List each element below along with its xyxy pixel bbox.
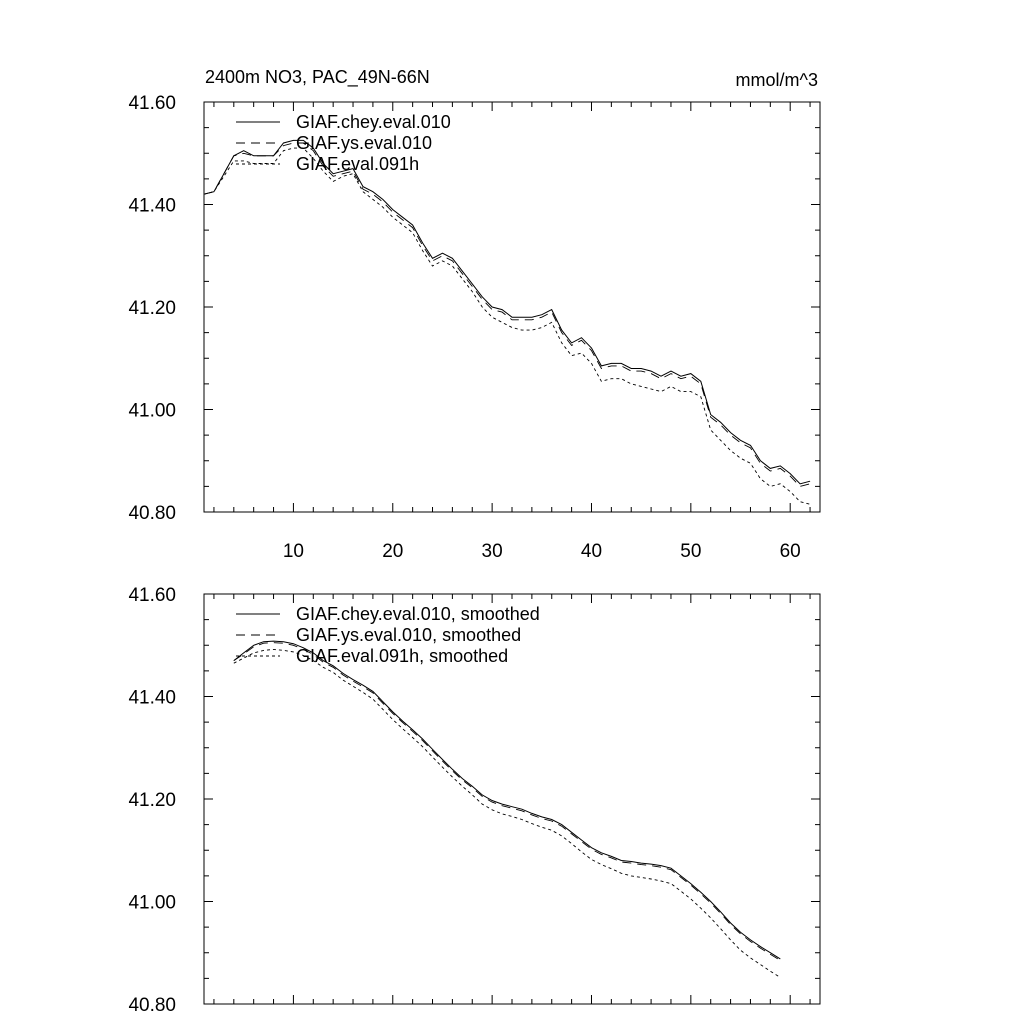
y-tick-label: 41.00	[128, 400, 176, 422]
x-tick-labels	[283, 541, 801, 562]
x-tick-label: 20	[382, 541, 404, 562]
y-tick-label: 41.60	[128, 585, 176, 606]
series-line	[234, 641, 781, 959]
legend-label: GIAF.ys.eval.010, smoothed	[296, 625, 522, 645]
x-tick-label: 50	[680, 541, 702, 562]
y-tick-label: 41.40	[128, 195, 176, 217]
y-tick-label: 41.40	[128, 687, 176, 709]
chart-title: 2400m NO3, PAC_49N-66N	[205, 67, 430, 87]
legend	[236, 112, 451, 174]
y-tick-label: 40.80	[128, 995, 176, 1016]
legend	[236, 604, 540, 666]
y-tick-labels	[128, 93, 176, 524]
chart-panel-bottom	[128, 585, 820, 1016]
legend-label: GIAF.chey.eval.010, smoothed	[296, 604, 540, 624]
series-line	[234, 643, 781, 961]
y-tick-label: 41.20	[128, 298, 176, 319]
series-line	[234, 649, 781, 977]
x-tick-label: 10	[282, 541, 304, 562]
y-tick-label: 41.20	[128, 790, 176, 811]
legend-label: GIAF.eval.091h, smoothed	[296, 646, 509, 666]
y-tick-label: 40.80	[128, 503, 176, 524]
legend-label: GIAF.chey.eval.010	[296, 112, 451, 132]
y-tick-labels	[128, 585, 176, 1016]
series-line	[204, 143, 810, 486]
units-label: mmol/m^3	[735, 70, 818, 90]
x-tick-label: 40	[580, 541, 603, 562]
x-tick-label: 60	[779, 541, 801, 562]
x-tick-label: 30	[481, 541, 503, 562]
series-line	[204, 148, 810, 504]
legend-label: GIAF.eval.091h	[296, 154, 420, 174]
chart-panel-top	[128, 67, 820, 562]
legend-label: GIAF.ys.eval.010	[296, 133, 433, 153]
series-lines	[204, 140, 810, 504]
series-lines	[234, 641, 781, 977]
y-tick-label: 41.60	[128, 93, 176, 114]
y-tick-label: 41.00	[128, 892, 176, 914]
series-line	[204, 140, 810, 483]
